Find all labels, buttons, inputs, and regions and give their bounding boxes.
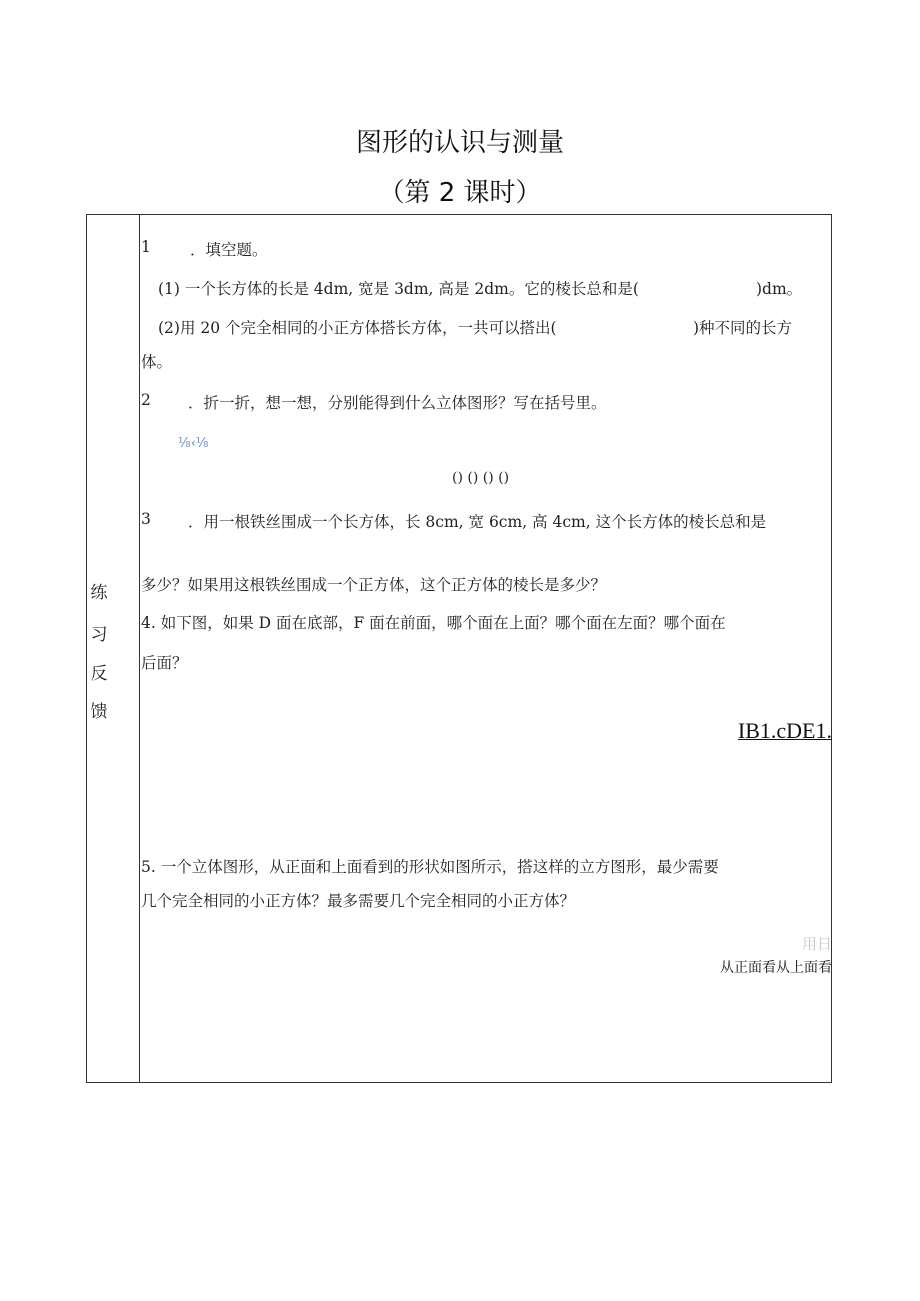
- side-label-char: 馈: [90, 702, 108, 722]
- question-4-text: 4. 如下图，如果 D 面在底部，F 面在前面，哪个面在上面？哪个面在左面？哪个面在: [141, 614, 726, 632]
- question-5-text: 5. 一个立体图形，从正面和上面看到的形状如图所示，搭这样的立方图形，最少需要: [141, 858, 719, 876]
- question-2-number: 2: [141, 391, 151, 409]
- question-1-part-1-tail: )dm。: [756, 280, 803, 298]
- side-label-char: 反: [90, 664, 108, 684]
- side-label-char: 练: [90, 583, 108, 603]
- view-caption: 从正面看从上面看: [720, 960, 832, 976]
- question-1-number: 1: [141, 238, 151, 256]
- folding-net-figure: ⅛‹⅛: [178, 436, 209, 451]
- question-1-text: ．填空题。: [190, 241, 268, 259]
- cube-net-label: IB1.cDE1.: [737, 718, 832, 743]
- question-1-part-2-tail: )种不同的长方: [693, 319, 793, 337]
- side-label-char: 习: [90, 625, 108, 645]
- question-1-part-2: (2)用 20 个完全相同的小正方体搭长方体，一共可以搭出(: [158, 319, 557, 337]
- question-1-part-2-wrap: 体。: [141, 353, 173, 371]
- question-4-wrap: 后面？: [141, 654, 188, 672]
- question-5-wrap: 几个完全相同的小正方体？最多需要几个完全相同的小正方体？: [141, 892, 576, 910]
- answer-blanks: () () () (): [452, 470, 510, 486]
- column-divider: [139, 214, 140, 1083]
- page-title: 图形的认识与测量: [355, 128, 564, 158]
- question-1-part-1: (1) 一个长方体的长是 4dm, 宽是 3dm, 高是 2dm。它的棱长总和是(: [158, 280, 639, 298]
- question-3-number: 3: [141, 510, 151, 528]
- question-2-text: ．折一折，想一想，分别能得到什么立体图形？写在括号里。: [188, 394, 607, 412]
- question-3-text: ．用一根铁丝围成一个长方体，长 8cm, 宽 6cm, 高 4cm, 这个长方体的棱长总和是: [188, 513, 767, 531]
- faint-figure-label: 用日: [801, 935, 832, 953]
- question-3-wrap: 多少？如果用这根铁丝围成一个正方体，这个正方体的棱长是多少？: [141, 576, 607, 594]
- worksheet-table: [86, 214, 832, 1083]
- page-subtitle: （第 2 课时）: [378, 178, 542, 208]
